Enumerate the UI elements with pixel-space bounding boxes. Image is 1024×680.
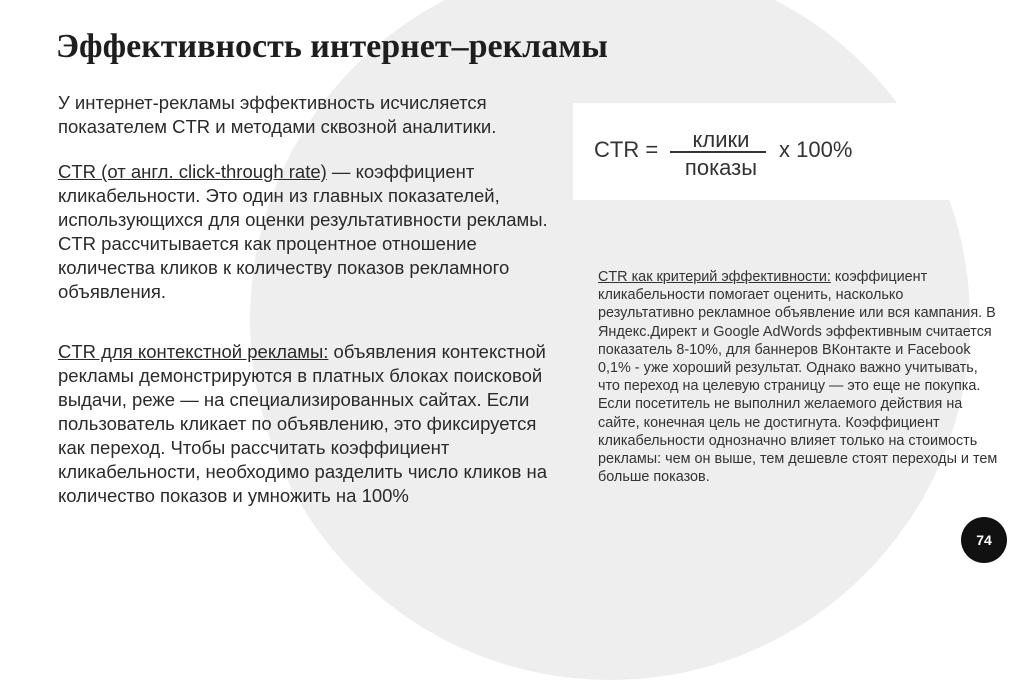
contextual-ctr-paragraph [58,340,548,508]
contextual-ctr-term: CTR для контекстной рекламы: [58,341,329,362]
ctr-definition-term: CTR (от англ. click-through rate) [58,161,327,182]
page-number-badge: 74 [961,517,1007,563]
ctr-formula [573,103,1003,200]
ctr-definition-text: — коэффициент кликабельности. Это один из главных показателей, использующихся для оценки результативности рекламы. CTR рассчитывается как процентное отношение количества кликов к количеству показов рекламного объявления. [58,161,548,302]
criterion-text: коэффициент кликабельности помогает оценить, насколько результативно рекламное объявление или вся кампания. В Яндекс.Директ и Google AdWords эффективным считается показатель 8-10%, для баннеров ВКонтакте и Facebook 0,1% - уже хороший результат. Однако важно учитывать, что переход на целевую страницу — это еще не покупка. Если посетитель не выполнил желаемого действия на сайте, конечная цель не достигнута. Коэффициент кликабельности однозначно влияет только на стоимость рекламы: чем он выше, тем дешевле стоят переходы и тем больше показов. [598,269,998,486]
ctr-definition-paragraph [58,160,558,304]
formula-fraction-bar [670,151,766,153]
formula-numerator: клики [692,127,750,152]
criterion-term: CTR как критерий эффективности: [598,269,831,285]
criterion-paragraph [598,268,998,486]
formula-lhs: CTR = [594,137,659,162]
formula-denominator: показы [684,155,758,180]
intro-paragraph: У интернет-рекламы эффективность исчисляется показателем CTR и методами сквозной аналитики. [58,92,497,137]
slide-title: Эффективность интернет‒рекламы [56,28,608,65]
contextual-ctr-text: объявления контекстной рекламы демонстрируются в платных блоках поисковой выдачи, реже — на специализированных сайтах. Если пользователь кликает по объявлению, это фиксируется как переход. Чтобы рассчитать коэффициент кликабельности, необходимо разделить число кликов на количество показов и умножить на 100% [58,341,547,506]
formula-multiplier: x 100% [779,137,853,162]
